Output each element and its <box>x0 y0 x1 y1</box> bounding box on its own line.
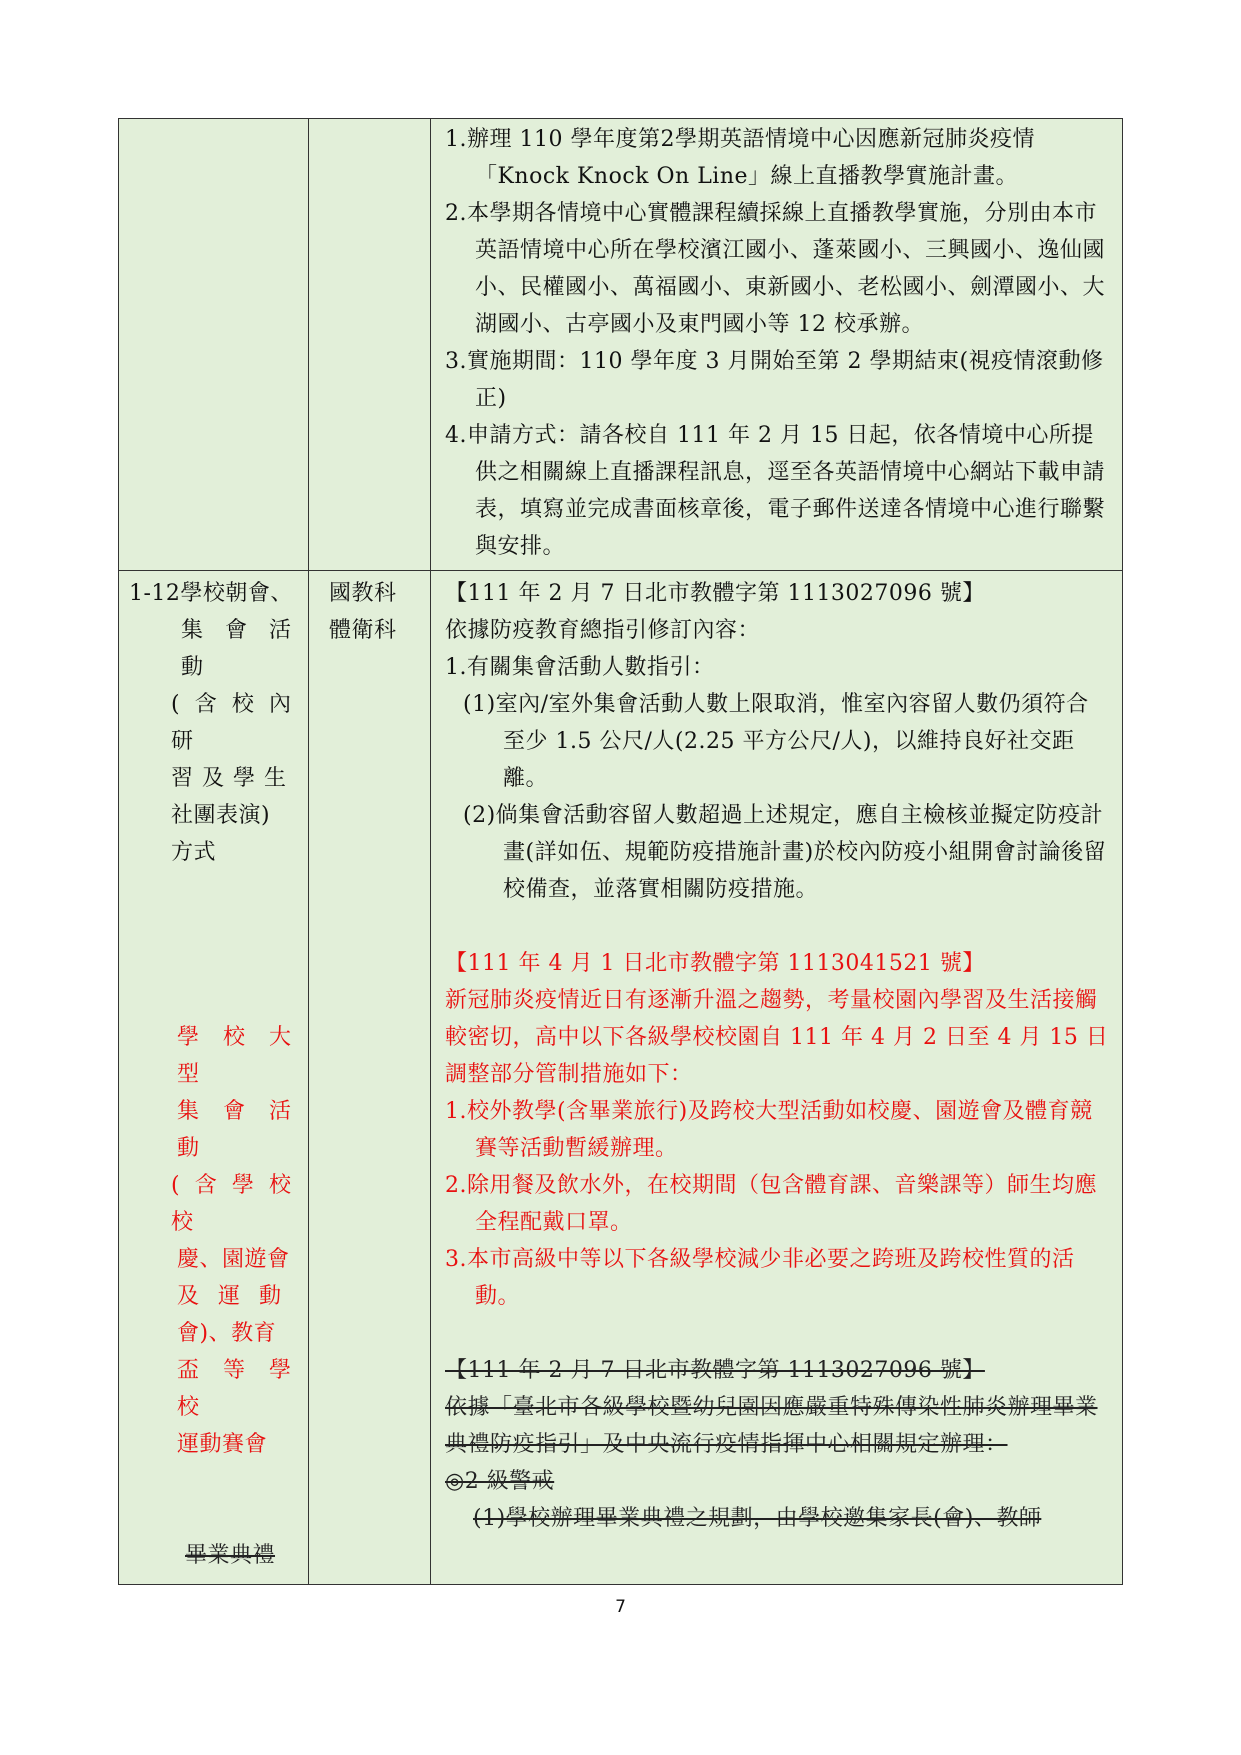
section-struck <box>445 1352 1110 1537</box>
sub-item: (2)倘集會活動容留人數超過上述規定，應自主檢核並擬定防疫計畫(詳如伍、規範防疫措施計畫)於校內防疫小組開會討論後留校備查，並落實相關防疫措施。 <box>463 803 1107 902</box>
content-cell <box>431 119 1123 571</box>
topic-line: (含校內研 <box>171 692 300 754</box>
list-item: 2.除用餐及飲水外，在校期間（包含體育課、音樂課等）師生均應全程配戴口罩。 <box>445 1173 1097 1235</box>
dept-cell <box>309 571 431 1585</box>
content-cell <box>431 571 1123 1585</box>
section-heading: 【111 年 4 月 1 日北市教體字第 1113041521 號】 <box>445 951 985 976</box>
list-item: 2.本學期各情境中心實體課程續採線上直播教學實施，分別由本市英語情境中心所在學校濱江國小、蓬萊國小、三興國小、逸仙國小、民權國小、萬福國小、東新國小、老松國小、劍潭國小、大湖國小、古亭國小及東門國小等 12 校承辦。 <box>445 201 1106 337</box>
sub-item: (1)室內/室外集會活動人數上限取消，惟室內容留人數仍須符合至少 1.5 公尺/人(2.25 平方公尺/人)，以維持良好社交距離。 <box>463 692 1089 791</box>
list-item: 1.辦理 110 學年度第2學期英語情境中心因應新冠肺炎疫情「Knock Knock On Line」線上直播教學實施計畫。 <box>445 127 1035 189</box>
plan-table <box>118 118 1123 1585</box>
table-row <box>119 119 1123 571</box>
section-heading: 【111 年 2 月 7 日北市教體字第 1113027096 號】 <box>445 581 985 606</box>
list-item: 3.本市高級中等以下各級學校減少非必要之跨班及跨校性質的活動。 <box>445 1247 1075 1309</box>
list-item: 3.實施期間：110 學年度 3 月開始至第 2 學期結束(視疫情滾動修正) <box>445 349 1104 411</box>
section-intro: 依據「臺北市各級學校暨幼兒園因應嚴重特殊傳染性肺炎辦理畢業典禮防疫指引」及中央流行疫情指揮中心相關規定辦理： <box>445 1395 1098 1457</box>
topic-line: (含學校校 <box>171 1173 300 1235</box>
alert-level: ◎2 級警戒 <box>445 1469 555 1494</box>
section-heading: 【111 年 2 月 7 日北市教體字第 1113027096 號】 <box>445 1358 985 1383</box>
topic-line: 方式 <box>171 840 217 865</box>
topic-line: 習及學生 <box>171 766 296 791</box>
sub-item: (1)學校辦理畢業典禮之規劃，由學校邀集家長(會)、教師 <box>473 1506 1042 1531</box>
list-item: 1.校外教學(含畢業旅行)及跨校大型活動如校慶、園遊會及體育競賽等活動暫緩辦理。 <box>445 1099 1093 1161</box>
topic-line: 慶、園遊會 <box>177 1247 290 1272</box>
list-item: 1.有關集會活動人數指引： <box>445 655 715 680</box>
section-intro: 新冠肺炎疫情近日有逐漸升溫之趨勢，考量校園內學習及生活接觸較密切，高中以下各級學校校園自 111 年 4 月 2 日至 4 月 15 日調整部分管制措施如下： <box>445 988 1109 1087</box>
topic-line: 會)、教育 <box>177 1321 277 1346</box>
section-updated <box>445 945 1110 1315</box>
topic-line: 1-12學校朝會、 <box>129 581 293 606</box>
dept-label: 體衛科 <box>329 618 397 643</box>
topic-line: 及 運 動 <box>177 1284 287 1309</box>
topic-line: 集會活動 <box>181 618 300 680</box>
topic-line: 運動賽會 <box>177 1432 268 1457</box>
topic-cell <box>119 571 309 1585</box>
page-number: 7 <box>615 1597 626 1617</box>
dept-cell-empty <box>309 119 431 571</box>
topic-line-struck: 畢業典禮 <box>185 1543 276 1568</box>
topic-line: 盃等學校 <box>177 1358 300 1420</box>
topic-line: 集會活動 <box>177 1099 300 1161</box>
section-intro: 依據防疫教育總指引修訂內容： <box>445 618 761 643</box>
list-item: 4.申請方式：請各校自 111 年 2 月 15 日起，依各情境中心所提供之相關線上直播課程訊息，逕至各英語情境中心網站下載申請表，填寫並完成書面核章後，電子郵件送達各情境中心進行聯繫與安排。 <box>445 423 1106 559</box>
topic-cell-empty <box>119 119 309 571</box>
topic-line: 學校大型 <box>177 1025 300 1087</box>
table-row <box>119 571 1123 1585</box>
topic-line: 社團表演) <box>171 803 271 828</box>
dept-label: 國教科 <box>329 581 397 606</box>
